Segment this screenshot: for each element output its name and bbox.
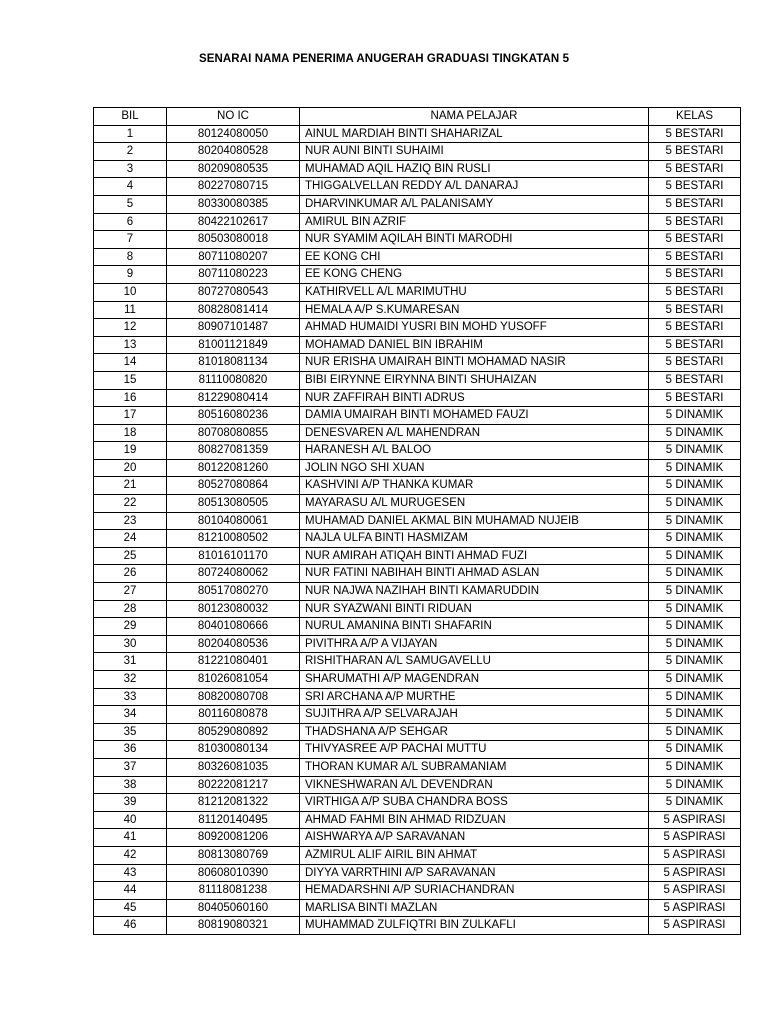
cell-kelas: 5 DINAMIK (649, 723, 741, 741)
cell-no-ic: 80204080536 (167, 635, 300, 653)
table-row (94, 407, 741, 425)
cell-bil: 40 (94, 811, 167, 829)
cell-bil: 35 (94, 723, 167, 741)
cell-nama-pelajar: AMIRUL BIN AZRIF (300, 213, 649, 231)
cell-nama-pelajar: NUR ZAFFIRAH BINTI ADRUS (300, 389, 649, 407)
cell-no-ic: 80116080878 (167, 706, 300, 724)
cell-bil: 10 (94, 283, 167, 301)
cell-no-ic: 80819080321 (167, 917, 300, 935)
cell-no-ic: 80104080061 (167, 512, 300, 530)
cell-no-ic: 80813080769 (167, 846, 300, 864)
table-row (94, 688, 741, 706)
cell-bil: 12 (94, 319, 167, 337)
cell-nama-pelajar: SRI ARCHANA A/P MURTHE (300, 688, 649, 706)
cell-kelas: 5 DINAMIK (649, 635, 741, 653)
cell-nama-pelajar: AINUL MARDIAH BINTI SHAHARIZAL (300, 125, 649, 143)
cell-bil: 41 (94, 829, 167, 847)
table-row (94, 846, 741, 864)
cell-bil: 9 (94, 266, 167, 284)
cell-no-ic: 80517080270 (167, 583, 300, 601)
cell-bil: 24 (94, 530, 167, 548)
table-row (94, 829, 741, 847)
cell-bil: 34 (94, 706, 167, 724)
cell-no-ic: 80711080207 (167, 248, 300, 266)
cell-kelas: 5 BESTARI (649, 389, 741, 407)
table-row (94, 512, 741, 530)
cell-nama-pelajar: KATHIRVELL A/L MARIMUTHU (300, 283, 649, 301)
cell-bil: 32 (94, 671, 167, 689)
table-row (94, 354, 741, 372)
cell-bil: 29 (94, 618, 167, 636)
cell-no-ic: 80608010390 (167, 864, 300, 882)
cell-nama-pelajar: NUR AMIRAH ATIQAH BINTI AHMAD FUZI (300, 547, 649, 565)
cell-kelas: 5 DINAMIK (649, 583, 741, 601)
recipients-table (93, 107, 741, 935)
cell-nama-pelajar: VIKNESHWARAN A/L DEVENDRAN (300, 776, 649, 794)
header-kelas: KELAS (649, 108, 741, 126)
cell-kelas: 5 ASPIRASI (649, 811, 741, 829)
table-row (94, 143, 741, 161)
cell-no-ic: 80123080032 (167, 600, 300, 618)
cell-bil: 6 (94, 213, 167, 231)
cell-no-ic: 80422102617 (167, 213, 300, 231)
table-row (94, 565, 741, 583)
cell-nama-pelajar: MARLISA BINTI MAZLAN (300, 899, 649, 917)
cell-bil: 25 (94, 547, 167, 565)
cell-bil: 44 (94, 882, 167, 900)
cell-nama-pelajar: KASHVINI A/P THANKA KUMAR (300, 477, 649, 495)
cell-bil: 21 (94, 477, 167, 495)
cell-kelas: 5 DINAMIK (649, 477, 741, 495)
cell-kelas: 5 DINAMIK (649, 706, 741, 724)
cell-kelas: 5 BESTARI (649, 266, 741, 284)
table-row (94, 776, 741, 794)
cell-bil: 19 (94, 442, 167, 460)
cell-no-ic: 80405060160 (167, 899, 300, 917)
cell-kelas: 5 ASPIRASI (649, 899, 741, 917)
cell-bil: 38 (94, 776, 167, 794)
cell-no-ic: 80920081206 (167, 829, 300, 847)
cell-no-ic: 81030080134 (167, 741, 300, 759)
cell-bil: 18 (94, 424, 167, 442)
cell-kelas: 5 ASPIRASI (649, 846, 741, 864)
cell-nama-pelajar: NAJLA ULFA BINTI HASMIZAM (300, 530, 649, 548)
cell-no-ic: 80503080018 (167, 231, 300, 249)
cell-kelas: 5 BESTARI (649, 248, 741, 266)
cell-bil: 31 (94, 653, 167, 671)
cell-no-ic: 80711080223 (167, 266, 300, 284)
cell-nama-pelajar: MOHAMAD DANIEL BIN IBRAHIM (300, 336, 649, 354)
cell-kelas: 5 BESTARI (649, 354, 741, 372)
cell-nama-pelajar: MUHAMAD AQIL HAZIQ BIN RUSLI (300, 160, 649, 178)
cell-nama-pelajar: THIGGALVELLAN REDDY A/L DANARAJ (300, 178, 649, 196)
cell-bil: 46 (94, 917, 167, 935)
cell-no-ic: 80124080050 (167, 125, 300, 143)
cell-no-ic: 80401080666 (167, 618, 300, 636)
cell-nama-pelajar: NUR NAJWA NAZIHAH BINTI KAMARUDDIN (300, 583, 649, 601)
cell-nama-pelajar: THADSHANA A/P SEHGAR (300, 723, 649, 741)
cell-kelas: 5 DINAMIK (649, 442, 741, 460)
cell-bil: 16 (94, 389, 167, 407)
cell-nama-pelajar: HEMADARSHNI A/P SURIACHANDRAN (300, 882, 649, 900)
cell-nama-pelajar: HEMALA A/P S.KUMARESAN (300, 301, 649, 319)
cell-no-ic: 81001121849 (167, 336, 300, 354)
cell-nama-pelajar: PIVITHRA A/P A VIJAYAN (300, 635, 649, 653)
header-nama-pelajar: NAMA PELAJAR (300, 108, 649, 126)
table-row (94, 283, 741, 301)
cell-no-ic: 80820080708 (167, 688, 300, 706)
table-row (94, 758, 741, 776)
cell-no-ic: 80727080543 (167, 283, 300, 301)
cell-no-ic: 81210080502 (167, 530, 300, 548)
cell-bil: 7 (94, 231, 167, 249)
cell-no-ic: 81221080401 (167, 653, 300, 671)
cell-bil: 17 (94, 407, 167, 425)
cell-no-ic: 81212081322 (167, 794, 300, 812)
table-row (94, 459, 741, 477)
cell-nama-pelajar: DENESVAREN A/L MAHENDRAN (300, 424, 649, 442)
cell-kelas: 5 BESTARI (649, 125, 741, 143)
cell-no-ic: 80724080062 (167, 565, 300, 583)
table-row (94, 266, 741, 284)
cell-kelas: 5 BESTARI (649, 160, 741, 178)
cell-kelas: 5 DINAMIK (649, 741, 741, 759)
cell-bil: 13 (94, 336, 167, 354)
cell-kelas: 5 ASPIRASI (649, 829, 741, 847)
table-row (94, 424, 741, 442)
cell-kelas: 5 BESTARI (649, 178, 741, 196)
table-row (94, 811, 741, 829)
cell-kelas: 5 DINAMIK (649, 459, 741, 477)
cell-nama-pelajar: JOLIN NGO SHI XUAN (300, 459, 649, 477)
cell-nama-pelajar: NUR FATINI NABIHAH BINTI AHMAD ASLAN (300, 565, 649, 583)
table-row (94, 600, 741, 618)
cell-no-ic: 80122081260 (167, 459, 300, 477)
cell-kelas: 5 DINAMIK (649, 758, 741, 776)
cell-bil: 45 (94, 899, 167, 917)
cell-bil: 11 (94, 301, 167, 319)
cell-nama-pelajar: MUHAMAD DANIEL AKMAL BIN MUHAMAD NUJEIB (300, 512, 649, 530)
table-row (94, 319, 741, 337)
cell-kelas: 5 BESTARI (649, 319, 741, 337)
cell-bil: 27 (94, 583, 167, 601)
cell-kelas: 5 BESTARI (649, 301, 741, 319)
cell-no-ic: 81016101170 (167, 547, 300, 565)
cell-kelas: 5 BESTARI (649, 336, 741, 354)
cell-kelas: 5 DINAMIK (649, 530, 741, 548)
document-title: SENARAI NAMA PENERIMA ANUGERAH GRADUASI TINGKATAN 5 (198, 53, 570, 65)
cell-nama-pelajar: NURUL AMANINA BINTI SHAFARIN (300, 618, 649, 636)
cell-nama-pelajar: VIRTHIGA A/P SUBA CHANDRA BOSS (300, 794, 649, 812)
cell-nama-pelajar: THIVYASREE A/P PACHAI MUTTU (300, 741, 649, 759)
cell-bil: 4 (94, 178, 167, 196)
table-row (94, 723, 741, 741)
cell-bil: 28 (94, 600, 167, 618)
header-no-ic: NO IC (167, 108, 300, 126)
cell-no-ic: 80529080892 (167, 723, 300, 741)
cell-nama-pelajar: RISHITHARAN A/L SAMUGAVELLU (300, 653, 649, 671)
cell-kelas: 5 BESTARI (649, 231, 741, 249)
table-row (94, 195, 741, 213)
cell-no-ic: 80222081217 (167, 776, 300, 794)
cell-bil: 42 (94, 846, 167, 864)
cell-bil: 36 (94, 741, 167, 759)
cell-nama-pelajar: BIBI EIRYNNE EIRYNNA BINTI SHUHAIZAN (300, 371, 649, 389)
cell-kelas: 5 BESTARI (649, 213, 741, 231)
cell-kelas: 5 DINAMIK (649, 565, 741, 583)
table-body (94, 125, 741, 934)
cell-no-ic: 81018081134 (167, 354, 300, 372)
cell-bil: 3 (94, 160, 167, 178)
cell-kelas: 5 BESTARI (649, 283, 741, 301)
table-row (94, 530, 741, 548)
cell-bil: 1 (94, 125, 167, 143)
cell-kelas: 5 DINAMIK (649, 776, 741, 794)
table-row (94, 794, 741, 812)
cell-bil: 8 (94, 248, 167, 266)
cell-kelas: 5 DINAMIK (649, 600, 741, 618)
cell-kelas: 5 DINAMIK (649, 512, 741, 530)
table-row (94, 547, 741, 565)
cell-no-ic: 80204080528 (167, 143, 300, 161)
table-row (94, 371, 741, 389)
cell-no-ic: 80516080236 (167, 407, 300, 425)
cell-no-ic: 80209080535 (167, 160, 300, 178)
cell-bil: 5 (94, 195, 167, 213)
cell-nama-pelajar: DAMIA UMAIRAH BINTI MOHAMED FAUZI (300, 407, 649, 425)
table-row (94, 213, 741, 231)
cell-kelas: 5 ASPIRASI (649, 917, 741, 935)
cell-bil: 14 (94, 354, 167, 372)
cell-no-ic: 80330080385 (167, 195, 300, 213)
cell-nama-pelajar: AHMAD HUMAIDI YUSRI BIN MOHD YUSOFF (300, 319, 649, 337)
cell-nama-pelajar: AHMAD FAHMI BIN AHMAD RIDZUAN (300, 811, 649, 829)
table-row (94, 653, 741, 671)
table-row (94, 635, 741, 653)
table-row (94, 882, 741, 900)
cell-kelas: 5 DINAMIK (649, 547, 741, 565)
cell-bil: 2 (94, 143, 167, 161)
cell-kelas: 5 ASPIRASI (649, 864, 741, 882)
cell-kelas: 5 DINAMIK (649, 407, 741, 425)
table-row (94, 125, 741, 143)
cell-kelas: 5 BESTARI (649, 371, 741, 389)
table-row (94, 741, 741, 759)
cell-no-ic: 80827081359 (167, 442, 300, 460)
cell-nama-pelajar: NUR ERISHA UMAIRAH BINTI MOHAMAD NASIR (300, 354, 649, 372)
cell-bil: 43 (94, 864, 167, 882)
cell-kelas: 5 BESTARI (649, 143, 741, 161)
table-row (94, 917, 741, 935)
cell-kelas: 5 BESTARI (649, 195, 741, 213)
table-row (94, 864, 741, 882)
cell-no-ic: 80828081414 (167, 301, 300, 319)
table-row (94, 477, 741, 495)
cell-no-ic: 80708080855 (167, 424, 300, 442)
cell-kelas: 5 DINAMIK (649, 495, 741, 513)
cell-no-ic: 81026081054 (167, 671, 300, 689)
cell-nama-pelajar: AISHWARYA A/P SARAVANAN (300, 829, 649, 847)
cell-no-ic: 80907101487 (167, 319, 300, 337)
cell-bil: 39 (94, 794, 167, 812)
cell-no-ic: 80326081035 (167, 758, 300, 776)
cell-kelas: 5 DINAMIK (649, 794, 741, 812)
header-bil: BIL (94, 108, 167, 126)
cell-nama-pelajar: DHARVINKUMAR A/L PALANISAMY (300, 195, 649, 213)
cell-bil: 26 (94, 565, 167, 583)
cell-bil: 20 (94, 459, 167, 477)
cell-bil: 33 (94, 688, 167, 706)
cell-kelas: 5 DINAMIK (649, 671, 741, 689)
cell-no-ic: 81120140495 (167, 811, 300, 829)
table-row (94, 495, 741, 513)
cell-kelas: 5 DINAMIK (649, 618, 741, 636)
cell-nama-pelajar: DIYYA VARRTHINI A/P SARAVANAN (300, 864, 649, 882)
cell-nama-pelajar: MAYARASU A/L MURUGESEN (300, 495, 649, 513)
cell-kelas: 5 ASPIRASI (649, 882, 741, 900)
cell-nama-pelajar: THORAN KUMAR A/L SUBRAMANIAM (300, 758, 649, 776)
cell-no-ic: 80227080715 (167, 178, 300, 196)
cell-no-ic: 81118081238 (167, 882, 300, 900)
table-row (94, 178, 741, 196)
table-row (94, 160, 741, 178)
cell-nama-pelajar: MUHAMMAD ZULFIQTRI BIN ZULKAFLI (300, 917, 649, 935)
table-header-row (94, 108, 741, 126)
cell-nama-pelajar: SUJITHRA A/P SELVARAJAH (300, 706, 649, 724)
table-row (94, 301, 741, 319)
table-row (94, 706, 741, 724)
cell-nama-pelajar: AZMIRUL ALIF AIRIL BIN AHMAT (300, 846, 649, 864)
cell-nama-pelajar: HARANESH A/L BALOO (300, 442, 649, 460)
cell-nama-pelajar: NUR AUNI BINTI SUHAIMI (300, 143, 649, 161)
cell-bil: 23 (94, 512, 167, 530)
cell-kelas: 5 DINAMIK (649, 653, 741, 671)
cell-bil: 30 (94, 635, 167, 653)
cell-bil: 22 (94, 495, 167, 513)
table-row (94, 248, 741, 266)
table-row (94, 618, 741, 636)
cell-nama-pelajar: SHARUMATHI A/P MAGENDRAN (300, 671, 649, 689)
table-row (94, 899, 741, 917)
cell-bil: 37 (94, 758, 167, 776)
cell-no-ic: 81110080820 (167, 371, 300, 389)
table-row (94, 442, 741, 460)
table-row (94, 389, 741, 407)
cell-kelas: 5 DINAMIK (649, 424, 741, 442)
table-row (94, 336, 741, 354)
table-row (94, 231, 741, 249)
cell-nama-pelajar: EE KONG CHENG (300, 266, 649, 284)
table-row (94, 583, 741, 601)
cell-kelas: 5 DINAMIK (649, 688, 741, 706)
cell-no-ic: 80513080505 (167, 495, 300, 513)
cell-nama-pelajar: NUR SYAMIM AQILAH BINTI MARODHI (300, 231, 649, 249)
cell-nama-pelajar: EE KONG CHI (300, 248, 649, 266)
cell-no-ic: 80527080864 (167, 477, 300, 495)
cell-nama-pelajar: NUR SYAZWANI BINTI RIDUAN (300, 600, 649, 618)
table-row (94, 671, 741, 689)
cell-bil: 15 (94, 371, 167, 389)
cell-no-ic: 81229080414 (167, 389, 300, 407)
